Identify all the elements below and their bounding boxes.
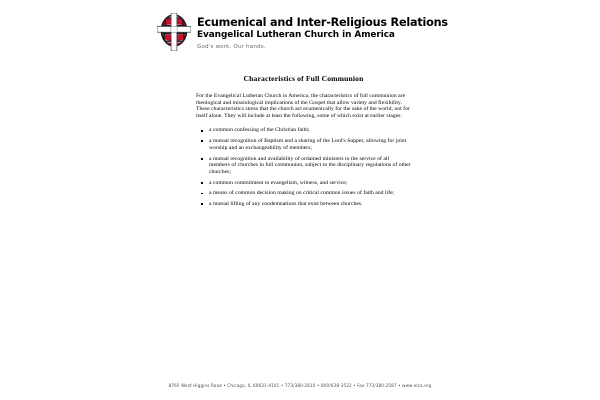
list-item-text: a mutual lifting of any condemnations that exist between churches. (209, 201, 363, 208)
intro-paragraph: For the Evangelical Lutheran Church in America, the characteristics of full communion are theological and missiological implications of the Gospel that allow variety and flexibility. These characteristics stress that the church act ecumenically for the sake of the world, not for itself alone. They will include at least the following, some of which exist at earlier stages: (196, 93, 410, 119)
church-name: Evangelical Lutheran Church in America (197, 30, 395, 40)
brand-tagline: God's work. Our hands. (197, 44, 266, 50)
list-item (196, 138, 411, 151)
list-item (196, 180, 411, 187)
letterhead (157, 13, 448, 52)
square-bullet-icon (201, 158, 203, 160)
square-bullet-icon (201, 130, 203, 132)
list-item-text: a means of common decision making on critical common issues of faith and life; (209, 190, 395, 197)
list-item (196, 127, 411, 134)
square-bullet-icon (201, 193, 203, 195)
list-item-text: a common commitment to evangelism, witness, and service; (209, 179, 348, 186)
brand-text-block (197, 13, 448, 52)
list-item-text: a mutual recognition of Baptism and a sharing of the Lord's Supper, allowing for joint worship and an exchangeability of members; (209, 138, 407, 151)
page-title: Characteristics of Full Communion (243, 74, 364, 83)
document-content (196, 74, 411, 212)
square-bullet-icon (201, 182, 203, 184)
organization-name: Ecumenical and Inter-Religious Relations (197, 16, 448, 29)
list-item-text: a mutual recognition and availability of ordained ministers to the service of all members of churches in full communion, subject to the disciplinary regulations of other churches; (209, 155, 411, 175)
list-item (196, 156, 411, 176)
list-item (196, 201, 411, 208)
square-bullet-icon (201, 203, 203, 205)
footer-contact-line: 8765 West Higgins Road • Chicago, IL 60631-4101 • 773/380-2610 • 800/638-3522 • Fax 773/380-2587 • www.elca.org (168, 383, 432, 388)
characteristics-list (196, 127, 411, 207)
list-item-text: a common confessing of the Christian faith; (209, 127, 310, 134)
elca-globe-cross-logo-icon (157, 13, 191, 51)
list-item (196, 190, 411, 197)
square-bullet-icon (201, 140, 203, 142)
